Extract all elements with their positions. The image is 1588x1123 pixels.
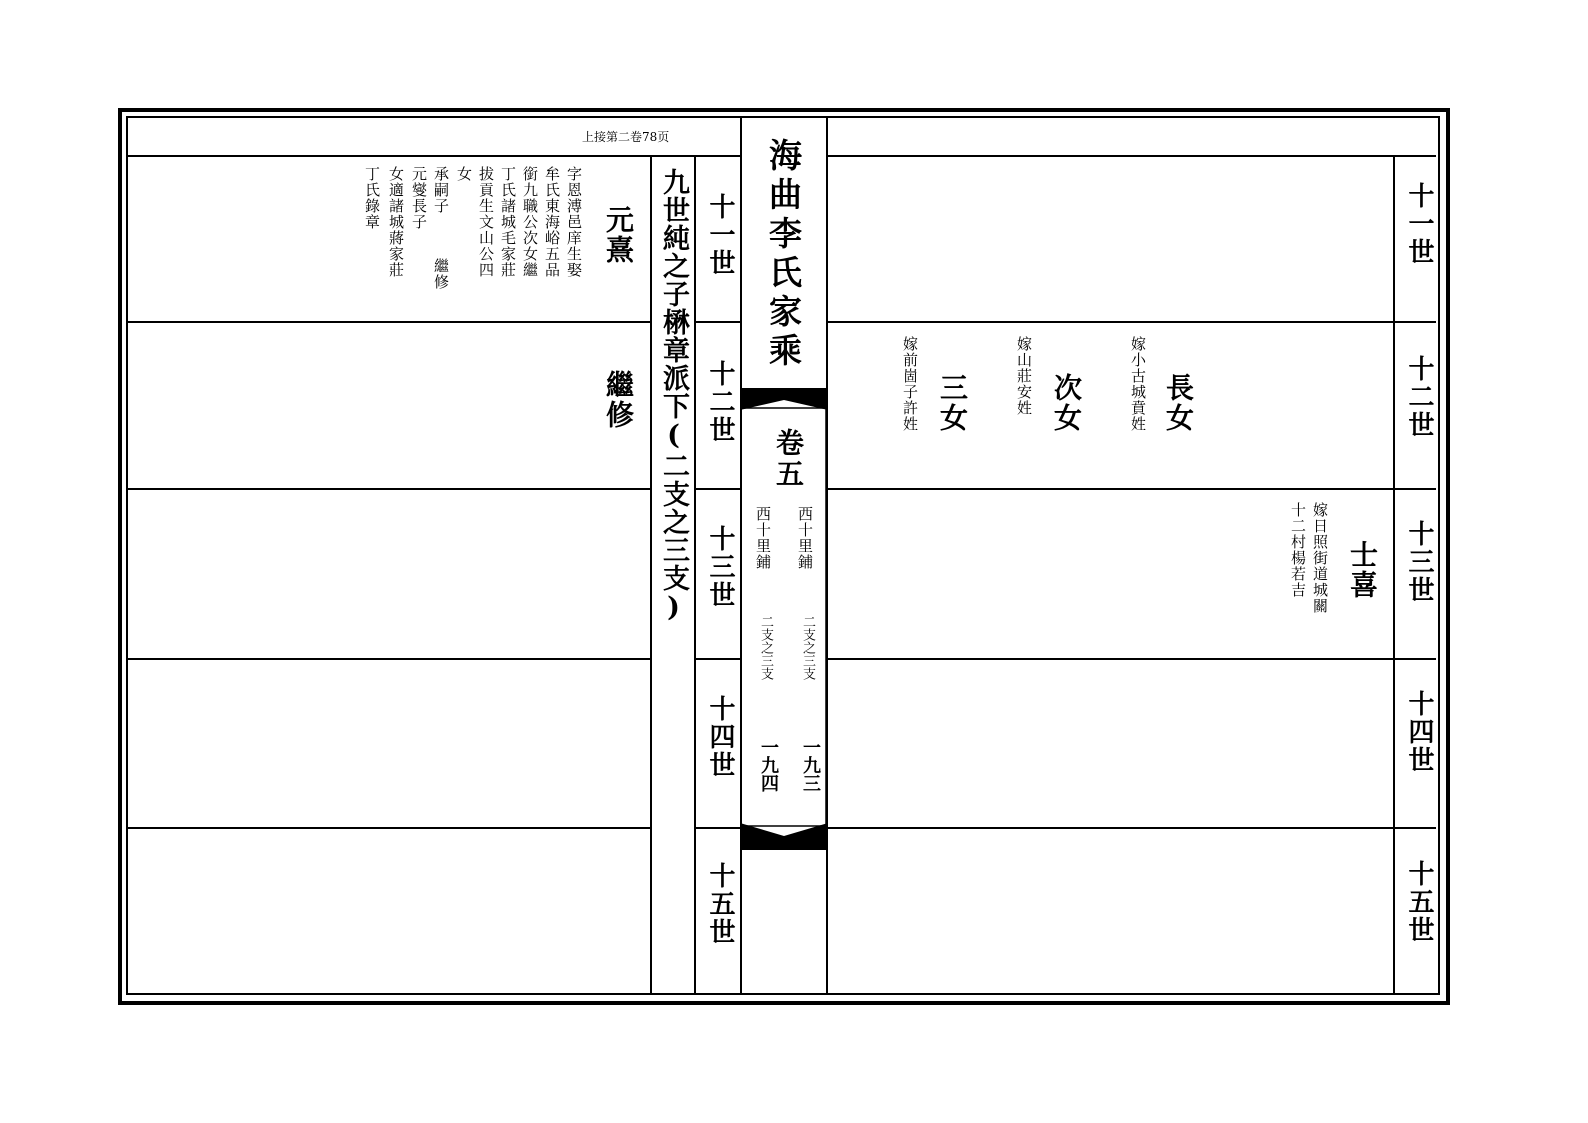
daughter-1-note: 嫁小古城賁姓 [1129, 336, 1147, 432]
place-left: 西十里鋪 [754, 506, 772, 570]
row3-note-1: 嫁日照街道城關 [1311, 502, 1329, 614]
bio-line-1: 字恩溥邑庠生娶 [565, 166, 583, 278]
left-header-line [128, 155, 740, 157]
bio-line-7: 承嗣子 [432, 166, 450, 214]
bio-line-10: 丁氏錄章 [363, 166, 381, 230]
right-gen-12: 十二世 [1404, 355, 1434, 439]
bio-line-6: 女 [455, 166, 473, 182]
place-right: 西十里鋪 [796, 506, 814, 570]
right-gen-15: 十五世 [1404, 860, 1434, 944]
left-lineage-divider [650, 155, 652, 993]
left-gen-13: 十三世 [705, 525, 735, 609]
right-row-line-2 [826, 488, 1436, 490]
left-row-line-1 [128, 321, 650, 323]
page-number-right: 一九三 [800, 738, 821, 792]
left-gen-12: 十二世 [705, 360, 735, 444]
bio-line-5: 拔貢生文山公四 [477, 166, 495, 278]
left-gen-14: 十四世 [705, 695, 735, 779]
bio-note: 繼修 [432, 258, 450, 290]
left-gen-divider-a [694, 155, 696, 993]
left-row-line-2 [128, 488, 650, 490]
left-row-line-4 [128, 827, 650, 829]
volume-label: 卷五 [772, 428, 805, 490]
daughter-2-note: 嫁山莊安姓 [1015, 336, 1033, 416]
right-header-line [826, 155, 1436, 157]
left-gen-11: 十一世 [705, 193, 735, 277]
bio-line-8: 元燮長子 [410, 166, 428, 230]
branch-right: 二支之三支 [800, 615, 815, 680]
book-title: 海曲李氏家乘 [764, 138, 803, 372]
left-gen-line-3 [694, 658, 740, 660]
left-gen-line-4 [694, 827, 740, 829]
continuation-note: 上接第二卷78页 [582, 130, 670, 144]
page-number-left: 一九四 [758, 738, 779, 792]
right-gen-11: 十一世 [1404, 182, 1434, 266]
lineage-title: 九世純之子楙章派下(二支之三支) [658, 168, 689, 624]
bio-line-4: 丁氏諸城毛家莊 [499, 166, 517, 278]
daughter-1-name: 長女 [1162, 373, 1195, 433]
bio-line-9: 女適諸城蔣家莊 [387, 166, 405, 278]
left-row-line-3 [128, 658, 650, 660]
daughter-3-note: 嫁前崮子許姓 [901, 336, 919, 432]
row3-note-2: 十二村楊若吉 [1289, 502, 1307, 598]
right-gen-divider [1393, 155, 1395, 993]
daughter-3-name: 三女 [936, 373, 969, 433]
right-gen-13: 十三世 [1404, 520, 1434, 604]
left-gen-line-2 [694, 488, 740, 490]
person-name: 元熹 [602, 205, 635, 265]
right-row-line-1 [826, 321, 1436, 323]
right-row-line-3 [826, 658, 1436, 660]
row2-note: 繼修 [602, 370, 635, 430]
right-row-line-4 [826, 827, 1436, 829]
left-gen-15: 十五世 [705, 862, 735, 946]
row3-name: 士喜 [1346, 540, 1379, 600]
bio-line-2: 牟氏東海峪五品 [543, 166, 561, 278]
daughter-2-name: 次女 [1050, 373, 1083, 433]
bio-line-3: 銜九職公次女繼 [521, 166, 539, 278]
branch-left: 二支之三支 [758, 615, 773, 680]
left-gen-line-1 [694, 321, 740, 323]
right-gen-14: 十四世 [1404, 690, 1434, 774]
